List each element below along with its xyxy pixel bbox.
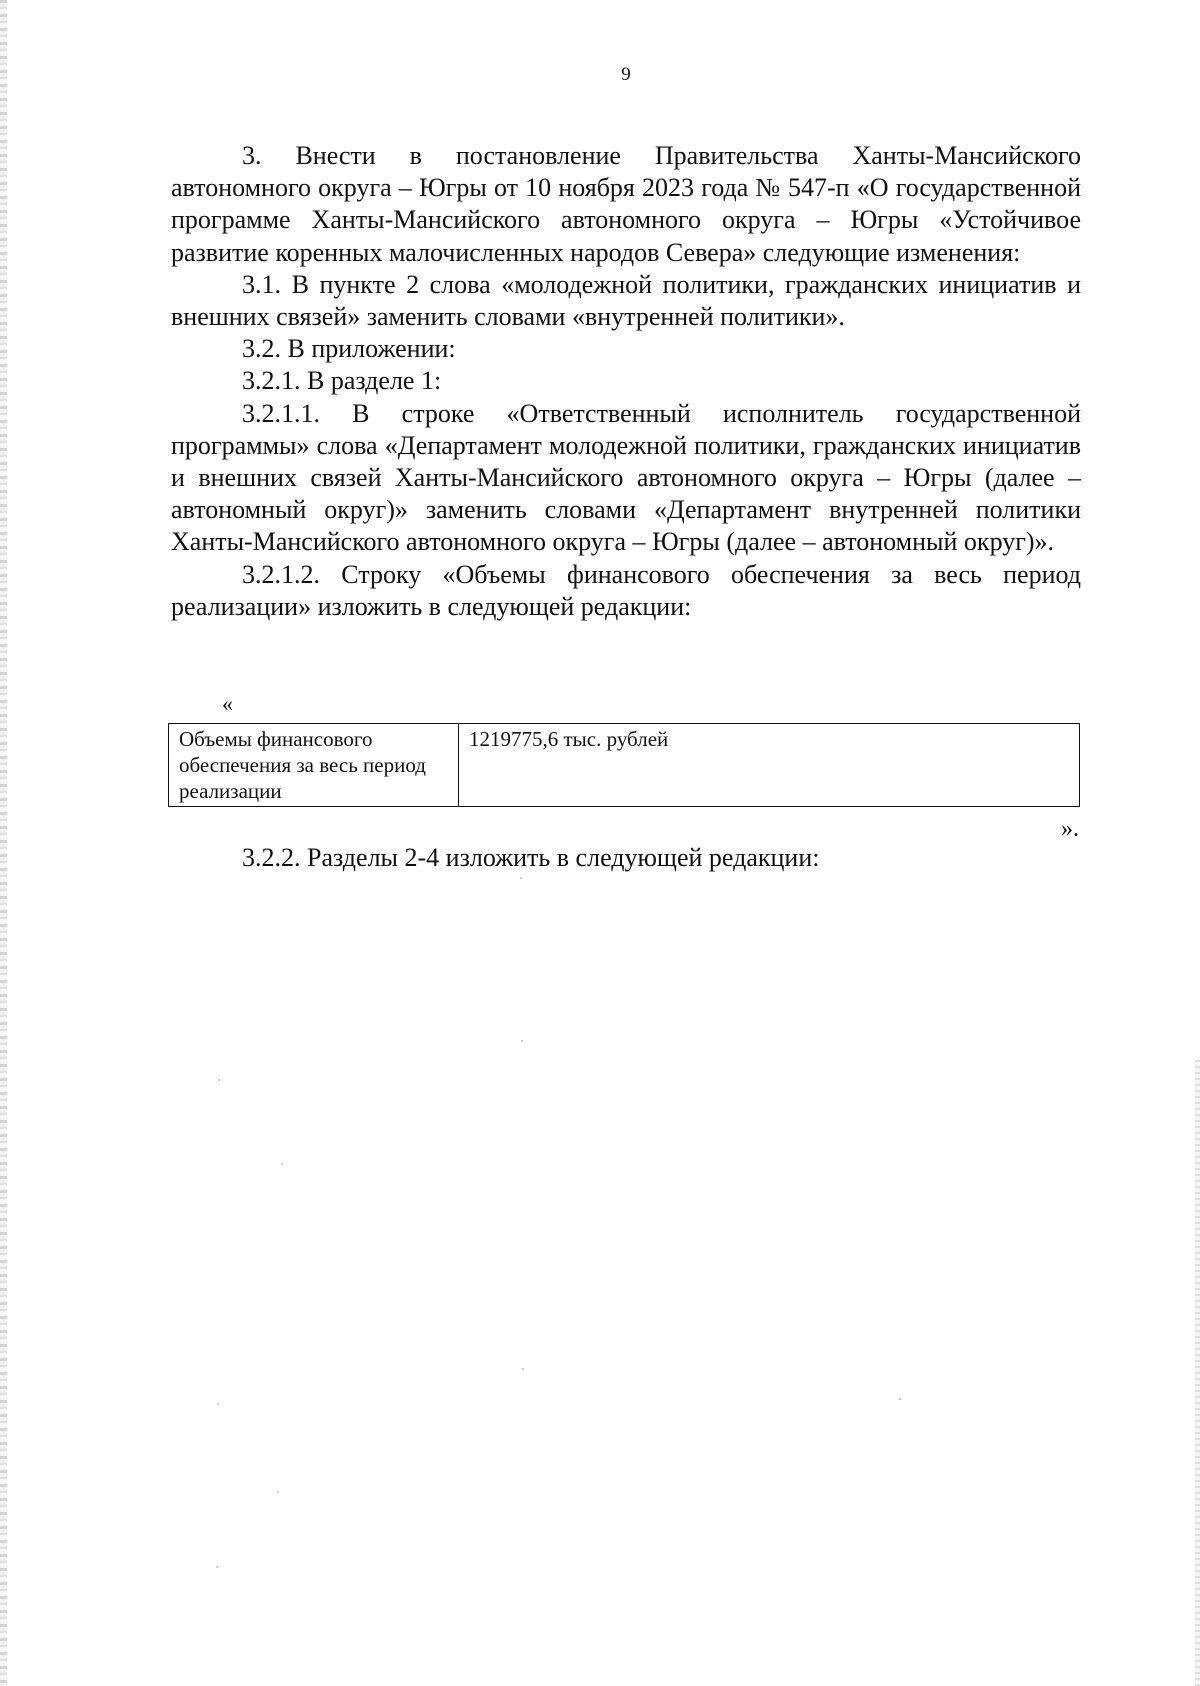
paragraph-item-3-2-1-2: 3.2.1.2. Строку «Объемы финансового обеспечения за весь период реализации» изложить в следующей редакции: [171,559,1081,621]
scan-speck [522,1368,524,1370]
table-cell-value: 1219775,6 тыс. рублей [459,724,1080,807]
scan-speck [521,1040,523,1042]
scan-edge-left [0,0,7,1686]
scan-speck [281,1163,283,1165]
table-cell-label: Объемы финансового обеспечения за весь период реализации [169,724,459,807]
scan-speck [520,877,522,879]
closing-quote: ». [1061,816,1079,842]
paragraph-item-3-2-1-1: 3.2.1.1. В строке «Ответственный исполнитель государственной программы» слова «Департамент молодежной политики, гражданских инициатив и внешних связей Ханты-Мансийского автономного округа – Югры (далее – автономный округ)» заменить словами «Департамент внутренней политики Ханты-Мансийского автономного округа – Югры (далее – автономный округ)». [171,398,1081,557]
opening-quote: « [222,691,233,716]
scan-speck [217,1403,219,1405]
paragraph-item-3-2: 3.2. В приложении: [242,334,456,364]
paragraph-item-3-2-1: 3.2.1. В разделе 1: [242,366,442,396]
scan-speck [899,1398,901,1400]
scan-speck [277,1491,279,1493]
document-body [171,140,1081,623]
paragraph-item-3-2-2: 3.2.2. Разделы 2-4 изложить в следующей редакции: [242,843,820,872]
paragraph-item-3: 3. Внести в постановление Правительства Ханты-Мансийского автономного округа – Югры от 10 ноября 2023 года № 547-п «О государственной программе Ханты-Мансийского автономного округа – Югры «Устойчивое развитие коренных малочисленных народов Севера» следующие изменения: [171,141,1081,267]
table-row [169,724,1080,807]
scan-edge-right [1195,1060,1200,1686]
page-number: 9 [621,64,631,85]
paragraph-item-3-1: 3.1. В пункте 2 слова «молодежной политики, гражданских инициатив и внешних связей» заменить словами «внутренней политики». [171,269,1081,332]
financing-table [168,723,1080,807]
scan-speck [218,1079,220,1081]
scan-speck [216,1566,218,1568]
